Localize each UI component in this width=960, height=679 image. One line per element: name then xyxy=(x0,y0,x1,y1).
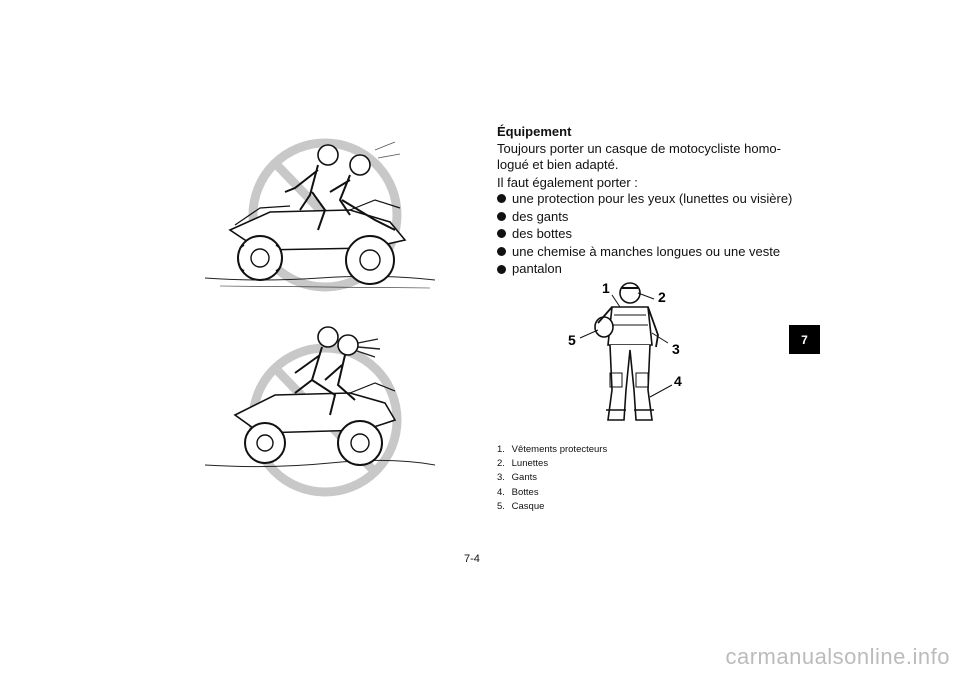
callout-4: 4 xyxy=(674,373,682,389)
legend-number: 4. xyxy=(497,486,505,498)
legend-text: Vêtements protecteurs xyxy=(511,444,608,455)
callout-3: 3 xyxy=(672,341,680,357)
bullet-text: des gants xyxy=(512,208,569,224)
callout-1: 1 xyxy=(602,280,610,296)
legend-item xyxy=(497,471,607,485)
legend-item xyxy=(497,500,607,514)
callout-2: 2 xyxy=(658,289,666,305)
legend-text: Bottes xyxy=(511,486,539,498)
paragraph-line-2: logué et bien adapté. xyxy=(497,157,619,172)
bullet-dot-icon xyxy=(497,194,506,203)
legend-number: 2. xyxy=(497,458,505,470)
bullet-text: des bottes xyxy=(512,226,572,242)
callout-5: 5 xyxy=(568,332,576,348)
rider-protective-gear-figure xyxy=(560,275,700,435)
legend-item xyxy=(497,486,607,500)
legend-text: Casque xyxy=(511,500,545,512)
legend-text: Gants xyxy=(511,472,537,484)
legend-number: 3. xyxy=(497,472,505,484)
legend-number: 5. xyxy=(497,500,505,512)
bullet-item xyxy=(497,208,792,226)
paragraph-line-1: Toujours porter un casque de motocycliste homo- xyxy=(497,141,781,156)
rider-protective-gear-icon xyxy=(595,283,658,420)
bullet-dot-icon xyxy=(497,265,506,274)
legend-number: 1. xyxy=(497,444,505,455)
bullet-text: une chemise à manches longues ou une veste xyxy=(512,243,781,259)
figure-legend xyxy=(497,443,607,514)
section-heading: Équipement xyxy=(497,124,572,139)
bullet-dot-icon xyxy=(497,212,506,221)
bullet-item xyxy=(497,225,792,243)
bullet-dot-icon xyxy=(497,229,506,238)
bullet-text: une protection pour les yeux (lunettes ou visière) xyxy=(512,191,793,206)
bullet-item xyxy=(497,243,792,261)
prohibited-atv-passenger-top-icon xyxy=(200,130,440,300)
paragraph-line-3: Il faut également porter : xyxy=(497,175,638,190)
bullet-dot-icon xyxy=(497,247,506,256)
bullet-text: pantalon xyxy=(512,261,562,277)
page-number: 7-4 xyxy=(464,553,480,565)
legend-item xyxy=(497,443,607,457)
watermark: carmanualsonline.info xyxy=(725,644,950,669)
bullet-item xyxy=(497,190,792,208)
equipment-bullet-list xyxy=(497,190,792,278)
legend-item xyxy=(497,457,607,471)
legend-text: Lunettes xyxy=(511,458,549,470)
chapter-tab: 7 xyxy=(789,325,820,354)
prohibited-atv-passenger-bottom-icon xyxy=(200,325,440,500)
